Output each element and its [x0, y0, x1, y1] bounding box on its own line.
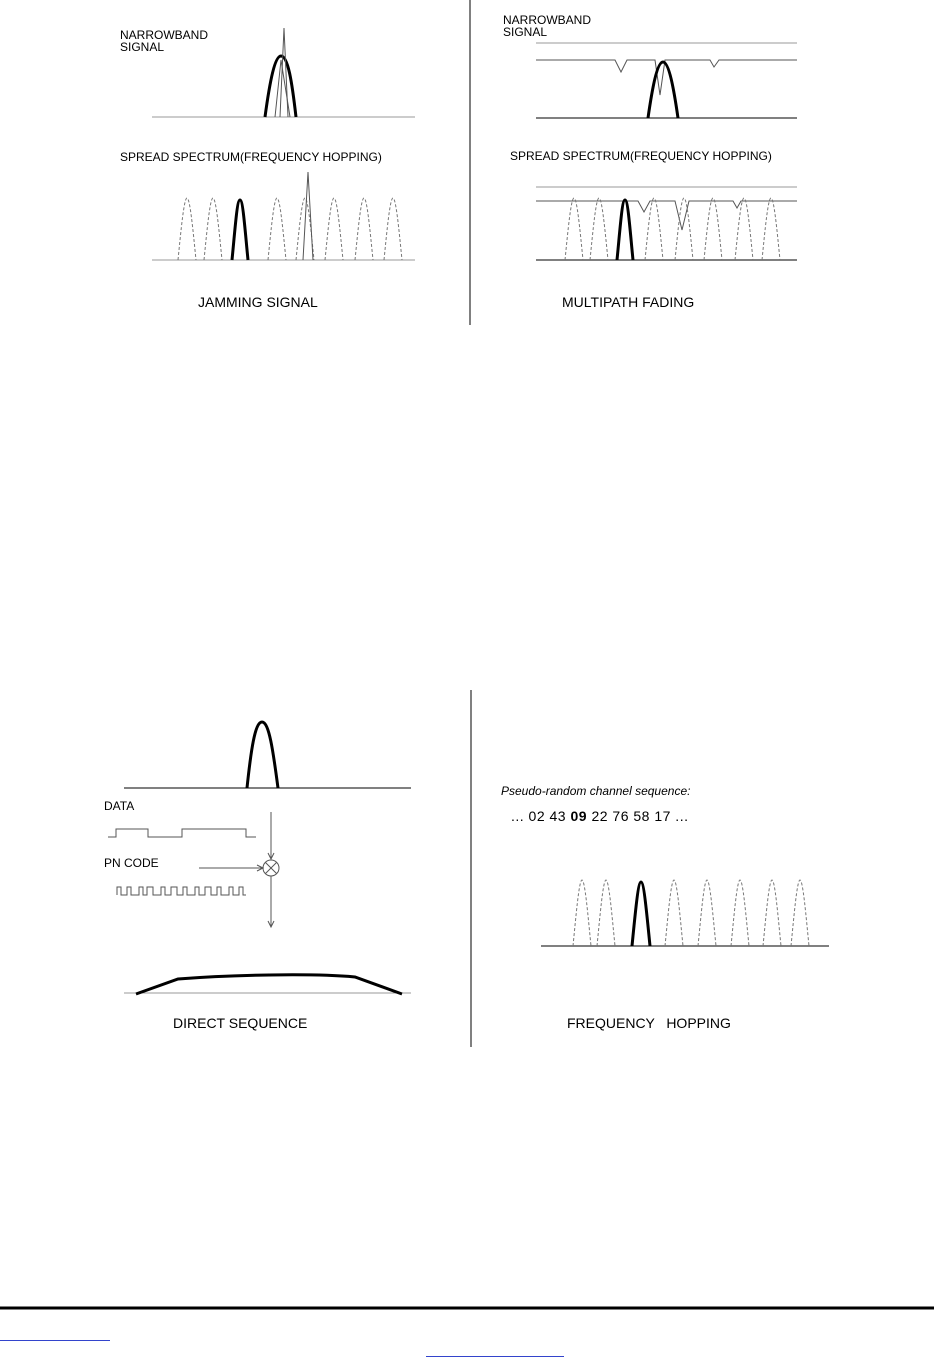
- jamming-narrowband-label-line1: NARROWBAND: [120, 28, 209, 42]
- footer-link-1[interactable]: [0, 1340, 110, 1341]
- sequence-prefix: ... 02 43: [511, 808, 571, 824]
- ds-narrow-signal: [247, 722, 278, 788]
- frequency-hopping-caption: FREQUENCY HOPPING: [567, 1015, 731, 1031]
- frequency-hopping-diagram: [541, 880, 829, 946]
- multipath-narrowband-plot: [536, 43, 797, 118]
- data-waveform: [108, 829, 256, 837]
- active-hop-channel-multipath: [617, 200, 633, 260]
- multipath-caption: MULTIPATH FADING: [562, 294, 695, 310]
- data-label: DATA: [104, 799, 135, 813]
- multipath-spread-label: SPREAD SPECTRUM(FREQUENCY HOPPING): [510, 149, 772, 163]
- jammer-spike: [280, 28, 288, 117]
- jamming-narrowband-label-line2: SIGNAL: [120, 40, 165, 54]
- jamming-caption: JAMMING SIGNAL: [198, 294, 318, 310]
- multipath-narrowband-label-line1: NARROWBAND: [503, 13, 592, 27]
- channel-sequence: [511, 810, 688, 822]
- narrowband-signal-curve-multipath: [648, 62, 678, 118]
- active-hop-channel-fh: [632, 882, 650, 946]
- direct-sequence-caption: DIRECT SEQUENCE: [173, 1015, 308, 1031]
- sequence-current-channel: 09: [570, 808, 588, 824]
- jamming-spread-label: SPREAD SPECTRUM(FREQUENCY HOPPING): [120, 150, 382, 164]
- jamming-hopping-plot: [152, 172, 415, 260]
- multipath-narrowband-label-line2: SIGNAL: [503, 25, 548, 39]
- sequence-title: Pseudo-random channel sequence:: [501, 784, 691, 798]
- ds-spread-signal: [136, 975, 402, 994]
- multipath-hopping-plot: [536, 187, 797, 260]
- active-hop-channel: [232, 200, 248, 260]
- pn-code-label: PN CODE: [104, 856, 159, 870]
- jammer-spike-hopping: [303, 172, 313, 260]
- sequence-suffix: 22 76 58 17 ...: [587, 808, 689, 824]
- pn-code-waveform: [117, 887, 246, 895]
- mixer-icon: [263, 860, 279, 876]
- footer-link-2[interactable]: [426, 1356, 564, 1357]
